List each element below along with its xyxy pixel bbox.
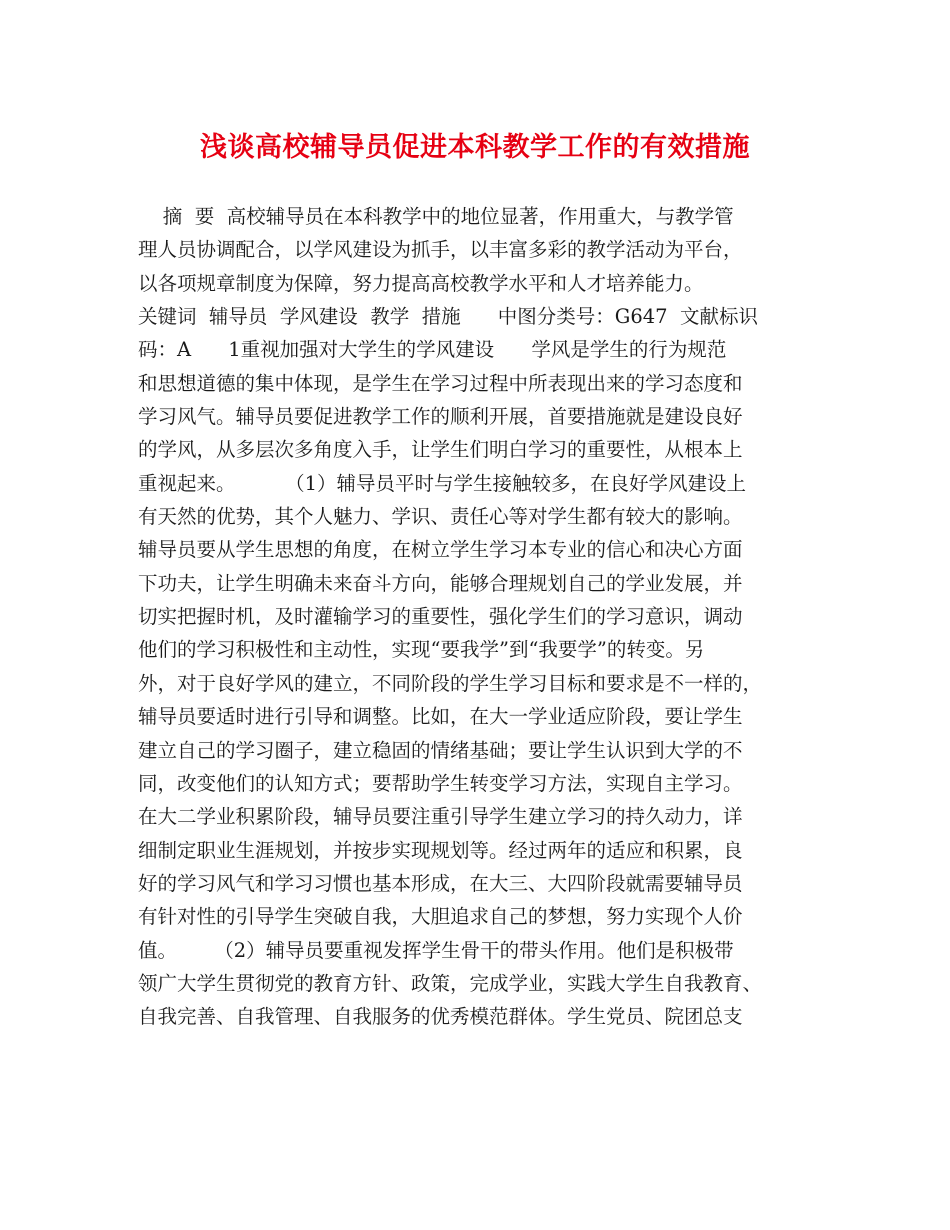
body-line: 关键词 辅导员 学风建设 教学 措施 中图分类号：G647 文献标识 <box>138 305 758 329</box>
body-line: 以各项规章制度为保障，努力提高高校教学水平和人才培养能力。 <box>138 271 704 295</box>
body-line: 有针对性的引导学生突破自我，大胆追求自己的梦想，努力实现个人价 <box>138 905 743 929</box>
body-line: 外，对于良好学风的建立，不同阶段的学生学习目标和要求是不一样的， <box>138 671 763 695</box>
document-title: 浅谈高校辅导员促进本科教学工作的有效措施 <box>200 132 750 163</box>
body-line: 和思想道德的集中体现，是学生在学习过程中所表现出来的学习态度和 <box>138 371 743 395</box>
body-line: 辅导员要从学生思想的角度，在树立学生学习本专业的信心和决心方面 <box>138 538 743 562</box>
body-line: 学习风气。辅导员要促进教学工作的顺利开展，首要措施就是建设良好 <box>138 405 743 429</box>
body-line: 重视起来。 （1）辅导员平时与学生接触较多，在良好学风建设上 <box>138 471 746 495</box>
document-body <box>138 200 822 1034</box>
body-line: 的学风，从多层次多角度入手，让学生们明白学习的重要性，从根本上 <box>138 438 743 462</box>
body-line: 辅导员要适时进行引导和调整。比如，在大一学业适应阶段，要让学生 <box>138 705 743 729</box>
body-line: 摘 要 高校辅导员在本科教学中的地位显著，作用重大，与教学管 <box>138 205 734 228</box>
body-line: 切实把握时机，及时灌输学习的重要性，强化学生们的学习意识，调动 <box>138 605 743 629</box>
body-line: 同，改变他们的认知方式；要帮助学生转变学习方法，实现自主学习。 <box>138 771 743 795</box>
body-line: 好的学习风气和学习习惯也基本形成，在大三、大四阶段就需要辅导员 <box>138 871 743 895</box>
body-line: 理人员协调配合，以学风建设为抓手，以丰富多彩的教学活动为平台， <box>138 238 743 262</box>
body-line: 自我完善、自我管理、自我服务的优秀模范群体。学生党员、院团总支 <box>138 1005 743 1029</box>
body-line: 有天然的优势，其个人魅力、学识、责任心等对学生都有较大的影响。 <box>138 505 743 529</box>
body-line: 领广大学生贯彻党的教育方针、政策，完成学业，实践大学生自我教育、 <box>138 971 763 995</box>
body-line: 值。 （2）辅导员要重视发挥学生骨干的带头作用。他们是积极带 <box>138 938 734 962</box>
body-line: 他们的学习积极性和主动性，实现“要我学”到“我要学”的转变。另 <box>138 638 705 662</box>
body-line: 在大二学业积累阶段，辅导员要注重引导学生建立学习的持久动力，详 <box>138 805 743 829</box>
body-line: 下功夫，让学生明确未来奋斗方向，能够合理规划自己的学业发展，并 <box>138 571 743 595</box>
body-line: 细制定职业生涯规划，并按步实现规划等。经过两年的适应和积累，良 <box>138 838 743 862</box>
body-line: 码：A 1重视加强对大学生的学风建设 学风是学生的行为规范 <box>138 338 727 362</box>
body-line: 建立自己的学习圈子，建立稳固的情绪基础；要让学生认识到大学的不 <box>138 738 743 762</box>
